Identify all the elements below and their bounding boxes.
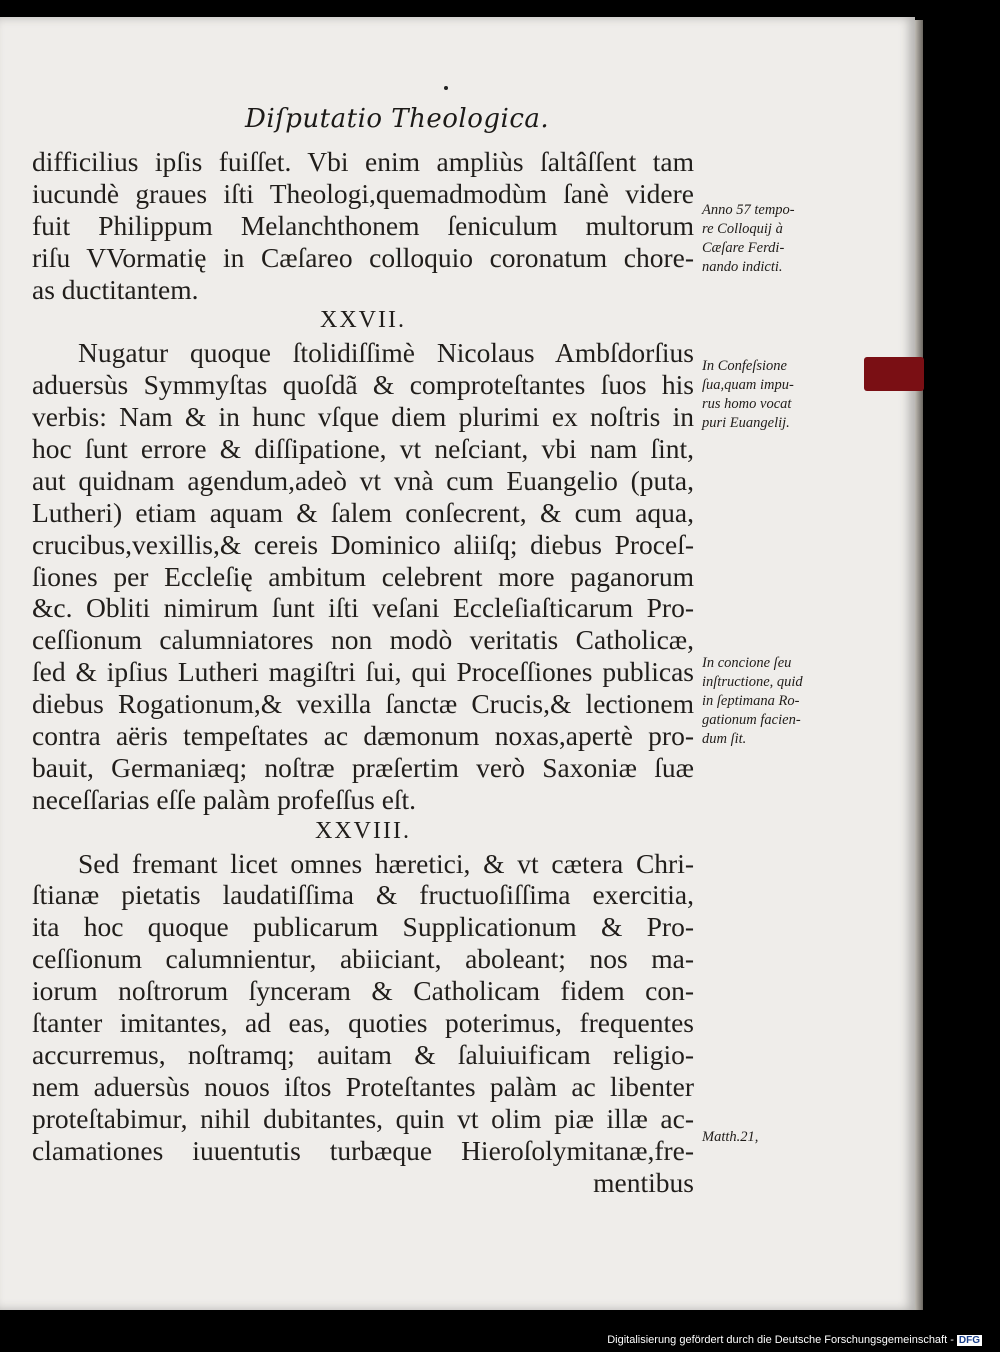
text-line: ita hoc quoque publicarum Supplicationum & Pro- [32, 911, 694, 943]
marginal-line: in ſeptimana Ro- [702, 693, 800, 709]
text-line: iucundè graues iſti Theologi,quemadmodùm ſanè videre [32, 177, 694, 209]
text-line: Sed fremant licet omnes hæretici, & vt cætera Chri- [78, 847, 694, 879]
text-line: diebus Rogationum,& vexilla ſanctæ Crucis,& lectionem [32, 688, 694, 720]
text-line: ſtanter imitantes, ad eas, quoties poterimus, frequentes [32, 1007, 694, 1039]
text-line: Nugatur quoque ſtolidiſſimè Nicolaus Ambſdorſius [78, 337, 694, 369]
marginal-line: dum ſit. [702, 731, 747, 747]
marginal-line: nando indicti. [702, 259, 783, 275]
marginal-line: Matth.21, [702, 1129, 759, 1145]
ink-dot [444, 86, 448, 90]
text-line: difficilius ipſis fuiſſet. Vbi enim ampliùs ſaltâſſent tam [32, 146, 694, 177]
text-line: fuit Philippum Melanchthonem ſeniculum multorum [32, 209, 694, 241]
footer-credit [607, 1334, 982, 1346]
paragraph-1 [32, 146, 694, 305]
text-line: ceſſionum calumnientur, abiiciant, aboleant; nos ma- [32, 943, 694, 975]
text-line: aduersùs Symmyſtas quoſdã & comproteſtantes ſuos his [32, 369, 694, 401]
text-line: neceſſarias eſſe palàm profeſſus eſt. [32, 783, 417, 815]
marginal-line: rus homo vocat [702, 396, 792, 412]
marginal-line: puri Euangelij. [702, 415, 790, 431]
marginal-note-4 [702, 1128, 852, 1147]
marginal-line: ſua,quam impu- [702, 377, 794, 393]
text-line: nem aduersùs nouos iſtos Proteſtantes palàm ac libenter [32, 1070, 694, 1102]
footer-text: Digitalisierung gefördert durch die Deutsche Forschungsgemeinschaft - [607, 1334, 954, 1346]
running-header: Diſputatio Theologica. [245, 104, 550, 134]
marginal-line: gationum facien- [702, 712, 801, 728]
text-line: riſu VVormatię in Cæſareo colloquio coronatum chore- [32, 241, 694, 273]
marginal-note-2 [702, 357, 852, 433]
text-line: iorum noſtrorum ſynceram & Catholicam fidem con- [32, 975, 694, 1007]
text-line: ſtianæ pietatis laudatiſſima & fructuoſiſſima exercitia, [32, 879, 694, 911]
text-line: ſed & ipſius Lutheri magiſtri ſui, qui Proceſſiones publicas [32, 656, 694, 688]
paragraph-3 [32, 848, 694, 1167]
section-heading-27: XXVII. [320, 307, 406, 334]
text-line: clamationes iuuentutis turbæque Hieroſolymitanæ,fre- [32, 1134, 694, 1166]
text-line: contra aëris tempeſtates ac dæmonum noxas,apertè pro- [32, 720, 694, 752]
text-line: as ductitantem. [32, 273, 199, 305]
text-line: bauit, Germaniæq; noſtræ præſertim verò Saxoniæ ſuæ [32, 751, 694, 783]
marginal-line: Anno 57 tempo- [702, 202, 795, 218]
text-line: proteſtabimur, nihil dubitantes, quin vt olim piæ illæ ac- [32, 1102, 694, 1134]
bookmark-tab [864, 357, 924, 391]
section-heading-28: XXVIII. [315, 817, 411, 844]
text-line: verbis: Nam & in hunc vſque diem plurimi ex noſtris in [32, 401, 694, 433]
marginal-line: In concione ſeu [702, 655, 792, 671]
marginal-line: re Colloquij à [702, 221, 783, 237]
dfg-logo: DFG [958, 1335, 980, 1346]
marginal-line: inſtructione, quid [702, 674, 803, 690]
catchword: mentibus [593, 1166, 694, 1198]
marginal-line: Cæſare Ferdi- [702, 240, 785, 256]
marginal-note-3 [702, 654, 852, 749]
text-line: Lutheri) etiam aquam & ſalem conſecrent, & cum aqua, [32, 496, 694, 528]
marginal-note-1 [702, 201, 852, 277]
text-line: crucibus,vexillis,& cereis Dominico aliiſq; diebus Proceſ- [32, 528, 694, 560]
text-line: &c. Obliti nimirum ſunt iſti veſani Eccleſiaſticarum Pro- [32, 592, 694, 624]
text-line: ſiones per Eccleſię ambitum celebrent more paganorum [32, 560, 694, 592]
main-text [32, 146, 694, 1198]
page-edge [915, 20, 923, 1310]
text-line: ceſſionum calumniatores non modò veritatis Catholicæ, [32, 624, 694, 656]
paragraph-2 [32, 337, 694, 815]
text-line: aut quidnam agendum,adeò vt vnà cum Euangelio (puta, [32, 464, 694, 496]
text-line: hoc ſunt errore & diſſipatione, vt neſciant, vbi nam ſint, [32, 433, 694, 465]
text-line: accurremus, noſtramq; auitam & ſaluiuificam religio- [32, 1038, 694, 1070]
marginal-line: In Confeſsione [702, 358, 787, 374]
